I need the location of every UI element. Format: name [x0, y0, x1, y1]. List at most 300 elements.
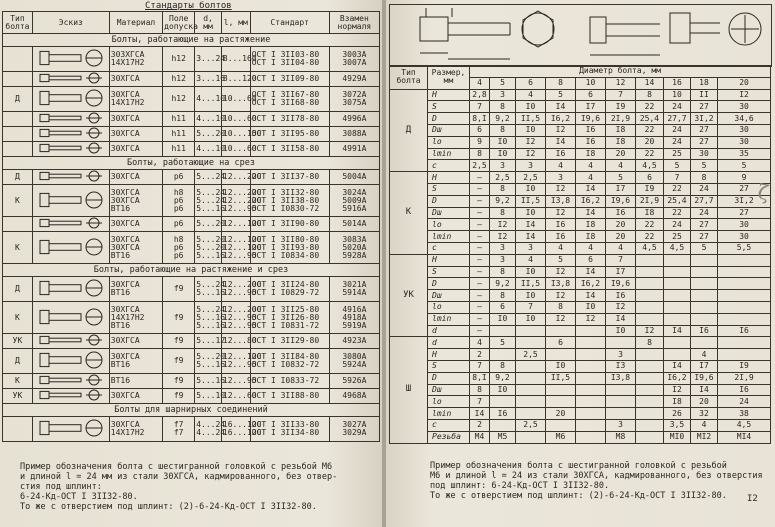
- dimension-value: [664, 266, 691, 278]
- diameter-value: 12: [606, 77, 636, 89]
- bolt-sketch-icon: [36, 189, 106, 211]
- section-title: Болты, работающие на растяжение: [3, 34, 380, 47]
- material: 30ХГСА: [109, 334, 162, 349]
- dimension-value: I6,2: [664, 372, 691, 384]
- dimension-value: 9,2: [490, 195, 516, 207]
- dimension-value: 7: [470, 396, 490, 408]
- table-row: [3, 374, 380, 389]
- dimension-value: 30: [691, 148, 718, 160]
- dimension-value: М4: [470, 431, 490, 443]
- dimension-value: I2: [546, 183, 576, 195]
- dimension-value: I6: [576, 124, 606, 136]
- dimension-value: [636, 419, 664, 431]
- footnote-line: 6-24-Кд-ОСТ I 3II32-80.: [20, 492, 138, 502]
- bolt-sketch: [32, 127, 109, 142]
- bolt-type: [3, 417, 33, 442]
- dimension-value: I4: [516, 231, 546, 243]
- dimension-value: 5: [691, 242, 718, 254]
- table-row: [390, 372, 771, 384]
- bolt-type: УК: [390, 254, 428, 337]
- diameter-range: 4...10: [195, 87, 222, 112]
- dimension-value: 27: [691, 124, 718, 136]
- dimension-value: I0: [606, 325, 636, 337]
- dimension-value: –: [470, 231, 490, 243]
- dimension-value: [636, 431, 664, 443]
- dimension-value: 8: [546, 301, 576, 313]
- dimension-value: [576, 325, 606, 337]
- dimension-value: –: [470, 219, 490, 231]
- dimension-value: [718, 254, 771, 266]
- dimension-value: 25: [664, 148, 691, 160]
- standard: ОСТ I 3II88-80: [250, 389, 329, 404]
- dimension-symbol: Dш: [428, 124, 470, 136]
- dimension-value: 2I,9: [718, 372, 771, 384]
- diameter-range: 5...24 5...16 5...16: [195, 302, 222, 334]
- bolt-type: [3, 72, 33, 87]
- dimension-value: [691, 301, 718, 313]
- dimension-value: 8: [636, 89, 664, 101]
- dimension-value: I2: [606, 301, 636, 313]
- dimension-value: I6: [606, 290, 636, 302]
- dimension-value: 9: [470, 136, 490, 148]
- dimension-value: II,5: [516, 195, 546, 207]
- dimension-value: [636, 360, 664, 372]
- col-old: Взамен нормаля: [329, 12, 379, 34]
- dimension-value: II: [691, 89, 718, 101]
- dimension-value: [636, 384, 664, 396]
- tolerance: f9: [163, 334, 195, 349]
- dimension-value: 2: [470, 349, 490, 361]
- length-range: 12...120: [221, 217, 250, 232]
- material: 30ХГСА: [109, 142, 162, 157]
- dimension-value: 24: [691, 207, 718, 219]
- dimension-symbol: c: [428, 160, 470, 172]
- bolt-type: [3, 47, 33, 72]
- replaced-norm: 4929А: [329, 72, 379, 87]
- table-row: [3, 72, 380, 87]
- dimension-value: 30: [718, 231, 771, 243]
- dimension-value: 22: [636, 231, 664, 243]
- diameter-range: 5...20 5...20 5...16: [195, 232, 222, 264]
- dimension-value: [576, 360, 606, 372]
- dimension-value: 30: [718, 101, 771, 113]
- table-row: [390, 219, 771, 231]
- table-row: [390, 419, 771, 431]
- bolt-dimension-drawings: [389, 4, 772, 67]
- dimension-value: [718, 290, 771, 302]
- bolt-type: Д: [3, 349, 33, 374]
- dimension-value: [664, 290, 691, 302]
- replaced-norm: 3003А 3007А: [329, 47, 379, 72]
- dimension-value: 27,7: [664, 113, 691, 125]
- dimension-value: I7: [576, 101, 606, 113]
- dimension-value: [546, 349, 576, 361]
- tolerance: h11: [163, 142, 195, 157]
- standard: ОСТ I 3II33-80 ОСТ I 3II34-80: [250, 417, 329, 442]
- dimension-value: [490, 349, 516, 361]
- dimension-value: I6: [546, 148, 576, 160]
- dimension-value: I8: [606, 136, 636, 148]
- dimension-value: 8: [490, 207, 516, 219]
- tolerance: f9: [163, 374, 195, 389]
- length-range: 12...120 12...95: [221, 349, 250, 374]
- bolt-type: [3, 142, 33, 157]
- dimension-value: [576, 396, 606, 408]
- dimension-symbol: D: [428, 113, 470, 125]
- standard: ОСТ I 3II95-80: [250, 127, 329, 142]
- dimension-symbol: S: [428, 183, 470, 195]
- dimension-value: I6: [490, 408, 516, 420]
- dimension-value: I4: [664, 325, 691, 337]
- diameter-range: 5...16: [195, 374, 222, 389]
- table-row: [390, 301, 771, 313]
- dimension-value: I0: [516, 124, 546, 136]
- dimension-value: [516, 408, 546, 420]
- bolt-sketch-icon: [36, 334, 106, 346]
- dimension-value: I4: [576, 183, 606, 195]
- dimension-value: [490, 396, 516, 408]
- dimension-value: I9: [606, 101, 636, 113]
- table-row: [3, 142, 380, 157]
- material: 30ХГСА ВТ16: [109, 277, 162, 302]
- bolt-type: Д: [3, 277, 33, 302]
- diameter-value: 10: [576, 77, 606, 89]
- dimension-value: I0: [490, 136, 516, 148]
- dimension-value: 4: [546, 160, 576, 172]
- dimension-value: [636, 408, 664, 420]
- dimension-value: I6: [718, 325, 771, 337]
- col-size: Размер, мм: [428, 66, 470, 90]
- standard: ОСТ I 3II03-80 ОСТ I 3II04-80: [250, 47, 329, 72]
- dimension-value: I2: [516, 136, 546, 148]
- dimension-value: [606, 408, 636, 420]
- bolt-sketch-icon: [36, 170, 106, 182]
- length-range: 12...220: [221, 170, 250, 185]
- dimension-value: [636, 372, 664, 384]
- table-row: [390, 124, 771, 136]
- table-row: [390, 113, 771, 125]
- dimension-value: I4: [576, 207, 606, 219]
- dimension-value: I2: [516, 148, 546, 160]
- dimension-value: 5: [718, 160, 771, 172]
- bolt-sketch-icon: [36, 112, 106, 124]
- dimension-value: 4,5: [718, 419, 771, 431]
- diameter-range: 4...24 4...24: [195, 417, 222, 442]
- dimension-value: 20: [606, 148, 636, 160]
- dimension-value: 4: [470, 337, 490, 349]
- table-header-row: [3, 12, 380, 34]
- replaced-norm: 3088А: [329, 127, 379, 142]
- material: 30ХГСА: [109, 217, 162, 232]
- dimension-value: 8: [470, 384, 490, 396]
- dimension-value: [576, 337, 606, 349]
- diameter-range: 5...20: [195, 217, 222, 232]
- table-row: [3, 170, 380, 185]
- material: 30ХГСА: [109, 389, 162, 404]
- dimension-value: [664, 337, 691, 349]
- dimension-symbol: lmin: [428, 231, 470, 243]
- standard: ОСТ I 3II29-80: [250, 334, 329, 349]
- dimension-value: 8,I: [470, 372, 490, 384]
- dimension-value: 6: [576, 254, 606, 266]
- dimension-value: I9,6: [691, 372, 718, 384]
- dimension-value: I3,8: [546, 195, 576, 207]
- bolt-sketch-icon: [36, 277, 106, 299]
- dimension-value: 22: [636, 124, 664, 136]
- dimension-value: [606, 337, 636, 349]
- dimension-value: I3: [606, 360, 636, 372]
- dimension-value: [636, 396, 664, 408]
- dimension-value: 22: [636, 148, 664, 160]
- length-range: 12...200 12...95 12...95: [221, 302, 250, 334]
- dimension-value: –: [470, 290, 490, 302]
- col-tolerance: Поле допуска: [163, 12, 195, 34]
- dimension-value: [718, 313, 771, 325]
- dimension-value: 24: [664, 136, 691, 148]
- dimension-value: I2: [546, 266, 576, 278]
- dimension-value: [636, 349, 664, 361]
- diameter-value: 8: [546, 77, 576, 89]
- dimension-value: I9: [636, 183, 664, 195]
- dimension-value: 25,4: [664, 195, 691, 207]
- dimension-value: I9,6: [606, 195, 636, 207]
- dimension-value: [636, 290, 664, 302]
- dimension-value: 8: [490, 101, 516, 113]
- table-row: [390, 136, 771, 148]
- table-row: [390, 313, 771, 325]
- bolt-type: [3, 127, 33, 142]
- dimension-value: [516, 384, 546, 396]
- dimension-value: 2,5: [516, 419, 546, 431]
- dimension-value: 22: [636, 101, 664, 113]
- dimension-value: I8: [636, 207, 664, 219]
- replaced-norm: 5004А: [329, 170, 379, 185]
- table-row: [390, 266, 771, 278]
- dimension-value: 27: [691, 219, 718, 231]
- dimension-value: [606, 396, 636, 408]
- tolerance: h11: [163, 112, 195, 127]
- length-range: 10...150: [221, 127, 250, 142]
- dimension-value: I2: [546, 207, 576, 219]
- dimension-symbol: H: [428, 254, 470, 266]
- dimension-value: 8: [490, 360, 516, 372]
- dimension-symbol: lo: [428, 136, 470, 148]
- dimension-value: I0: [490, 313, 516, 325]
- table-row: [3, 389, 380, 404]
- dimension-value: [516, 431, 546, 443]
- section-title: Болты, работающие на срез: [3, 157, 380, 170]
- bolt-drawing-icon: [390, 5, 771, 66]
- dimension-value: 4: [691, 419, 718, 431]
- dimension-value: 3: [606, 419, 636, 431]
- material: 30ХГСА 30ХГСА ВТ16: [109, 232, 162, 264]
- dimension-value: 20: [606, 219, 636, 231]
- dimension-symbol: S: [428, 360, 470, 372]
- dimension-value: 7: [606, 89, 636, 101]
- dimension-value: –: [470, 242, 490, 254]
- diameter-range: 4...10: [195, 142, 222, 157]
- diameter-range: 3...16: [195, 72, 222, 87]
- dimension-value: 20: [691, 396, 718, 408]
- dimension-symbol: Dш: [428, 384, 470, 396]
- dimension-value: 22: [636, 219, 664, 231]
- right-footnote: [430, 461, 763, 501]
- dimension-symbol: H: [428, 89, 470, 101]
- dimension-value: I9,6: [576, 113, 606, 125]
- tolerance: f9: [163, 389, 195, 404]
- dimension-value: 8: [490, 183, 516, 195]
- standard: ОСТ I 3II32-80 ОСТ I 3II38-80 ОСТ I I0830-72: [250, 185, 329, 217]
- table-row: [3, 277, 380, 302]
- material: 30ХГСА 14Х17Н2 ВТ16: [109, 302, 162, 334]
- dimension-value: 3: [546, 172, 576, 184]
- table-row: [390, 431, 771, 443]
- dimension-value: 24: [691, 183, 718, 195]
- dimension-value: [718, 349, 771, 361]
- standard: ОСТ I 3II80-80 ОСТ I 3II93-80 ОСТ I I0834-80: [250, 232, 329, 264]
- dimension-value: I6: [718, 384, 771, 396]
- col-type: Тип болта: [3, 12, 33, 34]
- dimension-value: 24: [664, 219, 691, 231]
- dimension-value: 7: [606, 254, 636, 266]
- diameter-range: 5...12: [195, 334, 222, 349]
- length-range: 12...120 12...120 12...95: [221, 232, 250, 264]
- dimension-value: 6: [470, 124, 490, 136]
- dimension-value: [516, 325, 546, 337]
- dimension-value: I4: [470, 408, 490, 420]
- col-standard: Стандарт: [250, 12, 329, 34]
- diameter-value: 5: [490, 77, 516, 89]
- col-sketch: Эскиз: [32, 12, 109, 34]
- dimension-value: 38: [718, 408, 771, 420]
- bolt-type: К: [3, 185, 33, 217]
- dimension-value: 22: [664, 183, 691, 195]
- tolerance: f9: [163, 302, 195, 334]
- dimension-value: [636, 313, 664, 325]
- dimension-value: [664, 278, 691, 290]
- replaced-norm: 4968А: [329, 389, 379, 404]
- table-row: [390, 101, 771, 113]
- table-row: [390, 349, 771, 361]
- bolt-sketch: [32, 374, 109, 389]
- diameter-value: 20: [718, 77, 771, 89]
- dimension-value: [546, 384, 576, 396]
- dimension-symbol: c: [428, 242, 470, 254]
- table-row: [390, 172, 771, 184]
- dimension-symbol: D: [428, 195, 470, 207]
- bolt-sketch-icon: [36, 374, 106, 386]
- dimension-value: [691, 290, 718, 302]
- dimension-value: [664, 349, 691, 361]
- dimension-value: 3: [516, 242, 546, 254]
- material: ВТ16: [109, 374, 162, 389]
- dimension-value: 34,6: [718, 113, 771, 125]
- diameter-value: 14: [636, 77, 664, 89]
- dimension-value: [516, 396, 546, 408]
- dimension-value: 3: [516, 160, 546, 172]
- bolt-sketch-icon: [36, 417, 106, 439]
- dimension-value: –: [470, 325, 490, 337]
- footnote-line: Пример обозначения болта с шестигранной головкой с резьбой: [430, 461, 727, 471]
- dimension-value: 2,5: [516, 349, 546, 361]
- dimension-value: I4: [576, 290, 606, 302]
- dimension-value: I9: [718, 360, 771, 372]
- dimension-value: [606, 384, 636, 396]
- dimension-symbol: S: [428, 101, 470, 113]
- tolerance: f9: [163, 349, 195, 374]
- diameter-value: 18: [691, 77, 718, 89]
- standard: ОСТ I I0833-72: [250, 374, 329, 389]
- dimension-value: 3: [490, 254, 516, 266]
- table-row: [3, 302, 380, 334]
- dimension-value: 35: [718, 148, 771, 160]
- dimension-value: [576, 408, 606, 420]
- standard: ОСТ I 3II37-80: [250, 170, 329, 185]
- dimension-value: 5: [546, 254, 576, 266]
- dimension-symbol: Dш: [428, 290, 470, 302]
- dimension-value: 30: [718, 219, 771, 231]
- bolt-sketch: [32, 232, 109, 264]
- dimension-value: [691, 278, 718, 290]
- dimension-value: 8: [490, 290, 516, 302]
- replaced-norm: 4996А: [329, 112, 379, 127]
- dimension-value: [576, 349, 606, 361]
- bolt-sketch-icon: [36, 87, 106, 109]
- table-row: [3, 112, 380, 127]
- footnote-line: Пример обозначения болта с шестигранной головкой с резьбой М6: [20, 462, 333, 472]
- dimension-value: I0: [516, 101, 546, 113]
- bolt-sketch: [32, 185, 109, 217]
- table-row: [390, 148, 771, 160]
- dimension-value: [576, 372, 606, 384]
- dimension-value: I6,2: [576, 278, 606, 290]
- replaced-norm: 4991А: [329, 142, 379, 157]
- replaced-norm: 4923А: [329, 334, 379, 349]
- table-row: [390, 254, 771, 266]
- diameter-range: 5...10: [195, 389, 222, 404]
- bolt-sketch: [32, 170, 109, 185]
- dimension-value: I2: [576, 313, 606, 325]
- dimension-symbol: S: [428, 266, 470, 278]
- bolt-sketch-icon: [36, 236, 106, 258]
- dimension-value: [718, 301, 771, 313]
- col-material: Материал: [109, 12, 162, 34]
- dimension-value: 30: [718, 124, 771, 136]
- dimension-value: 6: [636, 172, 664, 184]
- dimension-value: 5,5: [718, 242, 771, 254]
- dimension-value: [691, 337, 718, 349]
- dimension-value: –: [470, 183, 490, 195]
- diameter-range: 4...10: [195, 112, 222, 127]
- length-range: 12...220 12...220 12...95: [221, 185, 250, 217]
- bolt-sketch-icon: [36, 349, 106, 371]
- dimension-value: [576, 384, 606, 396]
- dimension-value: 8: [490, 124, 516, 136]
- bolt-sketch: [32, 389, 109, 404]
- dimension-value: I0: [516, 313, 546, 325]
- dimension-value: –: [470, 313, 490, 325]
- dimension-value: 4: [516, 89, 546, 101]
- dimension-symbol: c: [428, 419, 470, 431]
- dimension-value: I9,6: [606, 278, 636, 290]
- section-header-row: [3, 404, 380, 417]
- length-range: 8...160: [221, 47, 250, 72]
- tolerance: h8 p6 p6: [163, 232, 195, 264]
- page-title: Стандарты болтов: [145, 1, 232, 11]
- replaced-norm: 4916А 4918А 5919А: [329, 302, 379, 334]
- dimension-value: I2: [490, 231, 516, 243]
- bolt-type: [3, 217, 33, 232]
